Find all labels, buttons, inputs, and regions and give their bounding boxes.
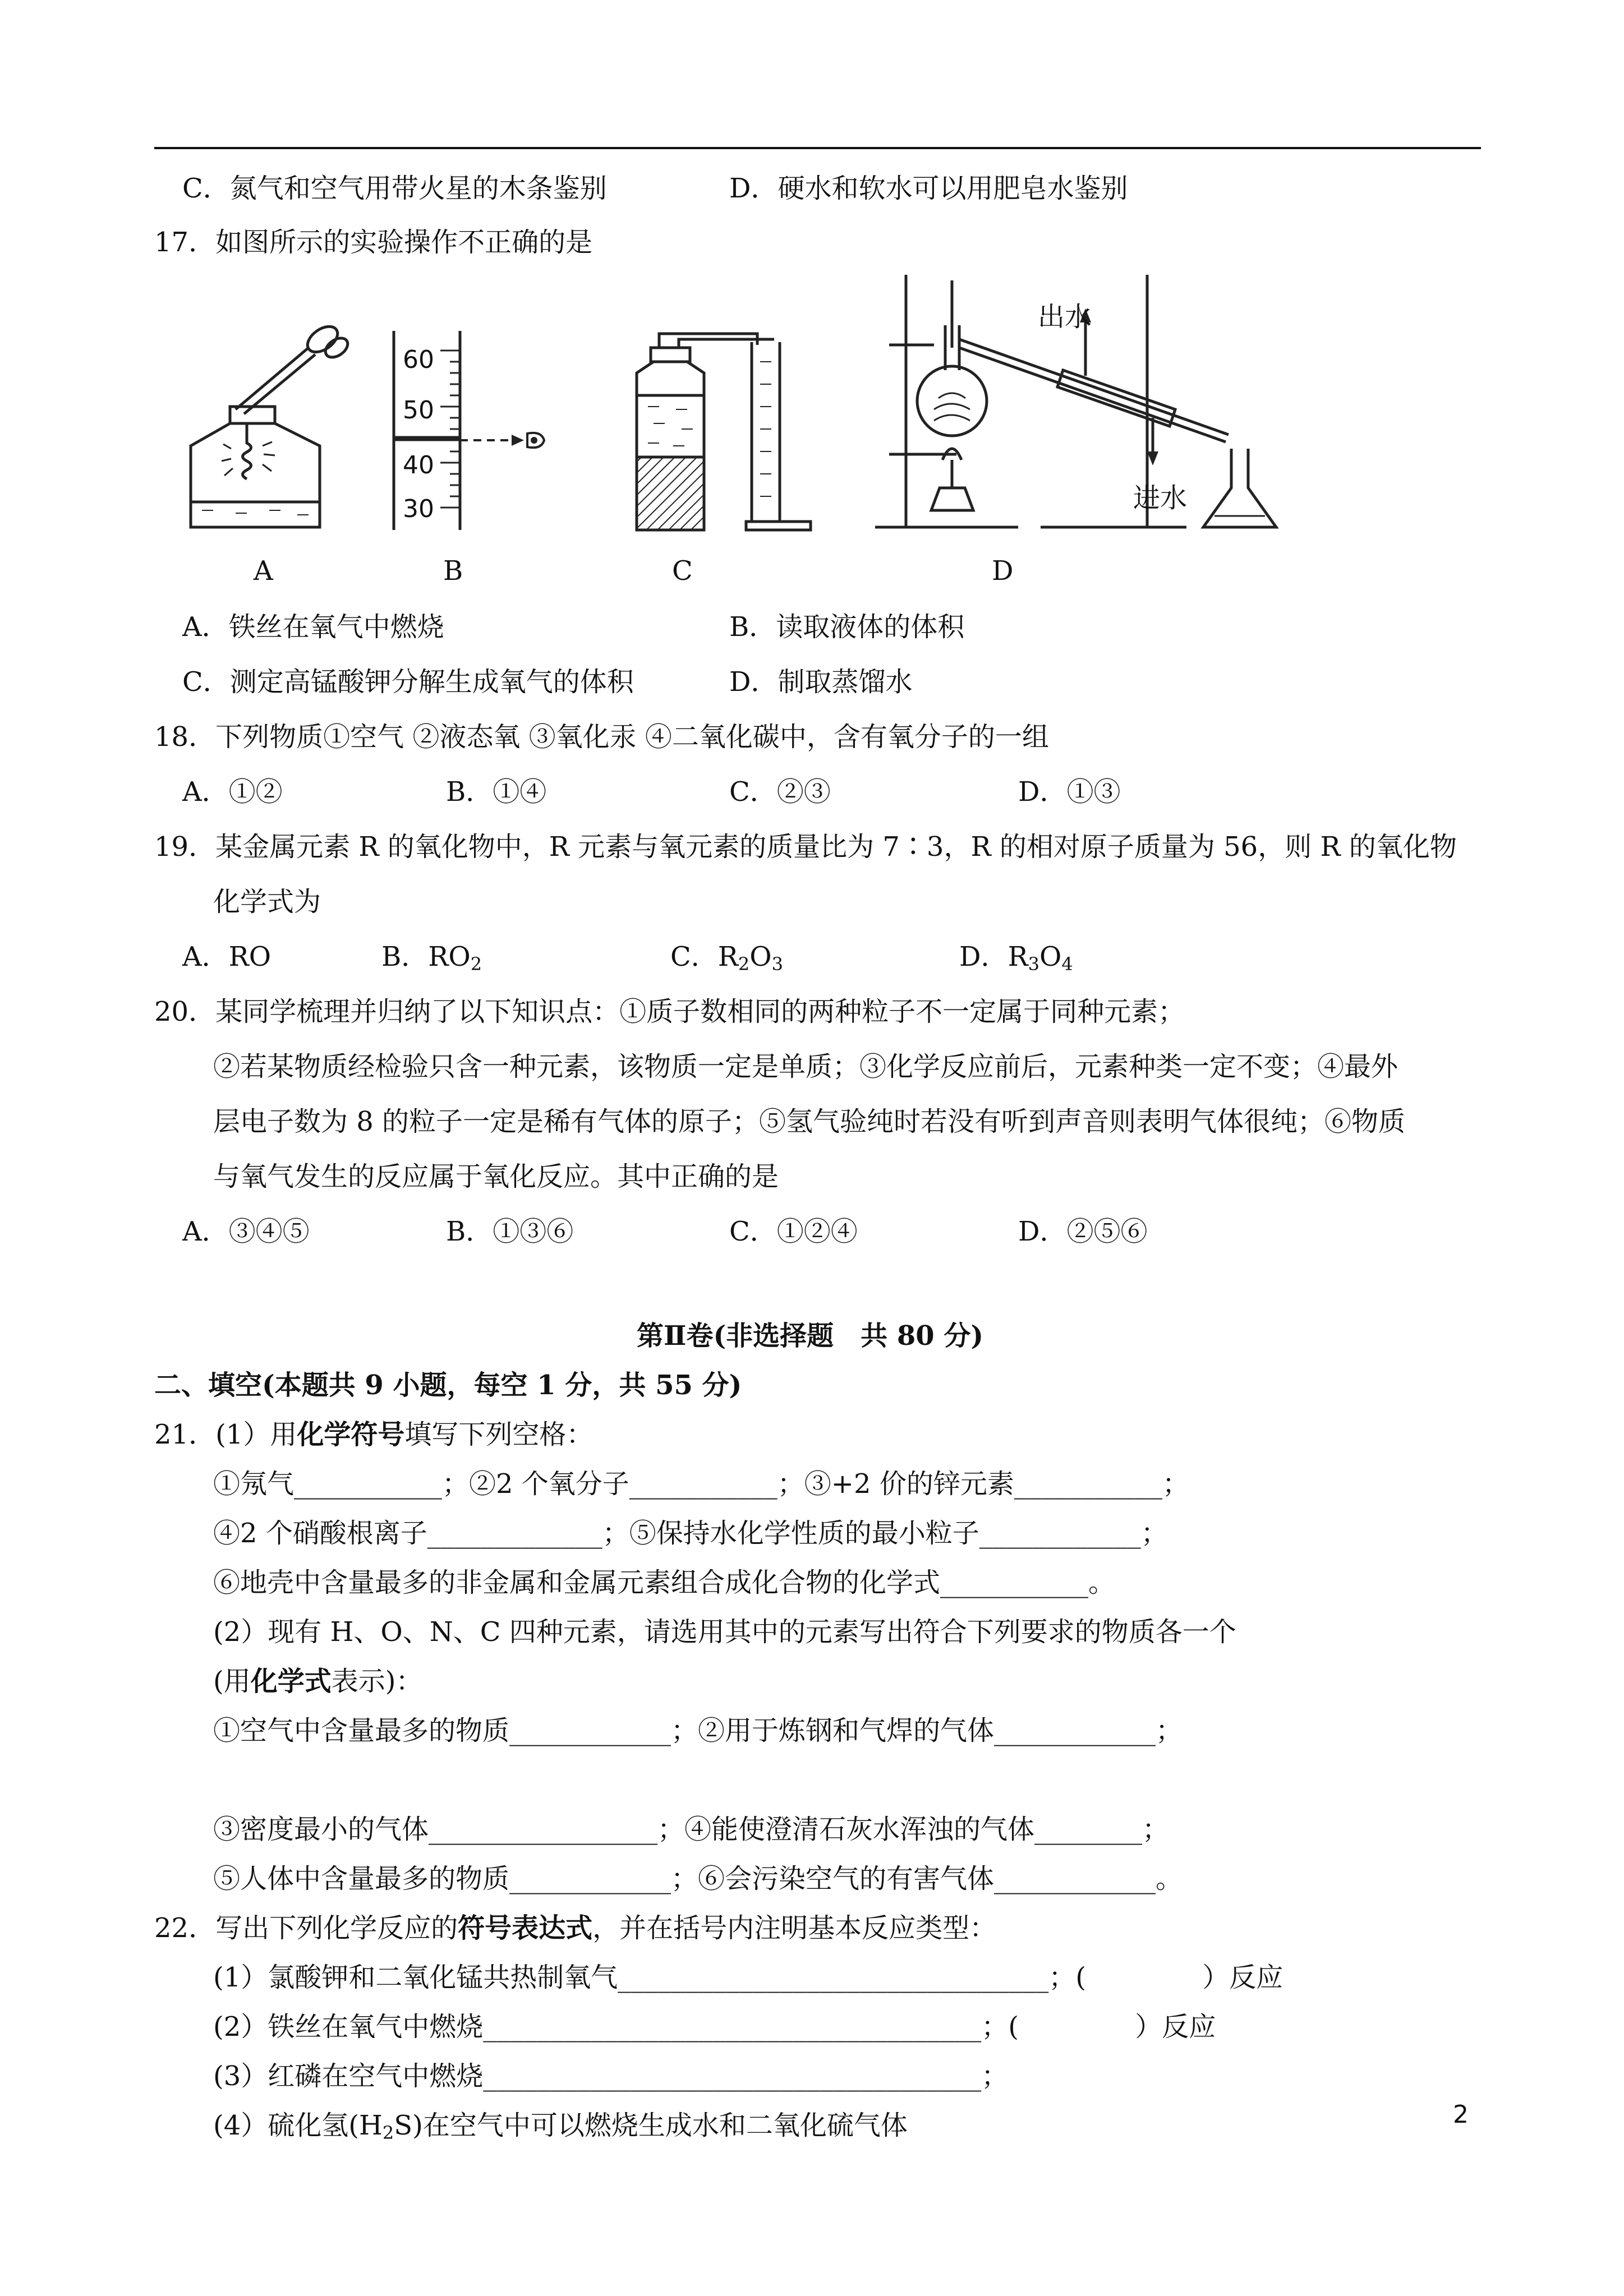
- q21-line-1: 21．(1）用化学符号填写下列空格：: [154, 1419, 594, 1450]
- q16-option-d: D．硬水和软水可以用肥皂水鉴别: [729, 173, 1128, 204]
- q21-line-6: (用化学式表示)：: [213, 1666, 423, 1697]
- page-number: 2: [1453, 2100, 1469, 2129]
- figure-a-iron-wire: [168, 314, 359, 538]
- q22-line-4: (4）硫化氢$(H_2S)$在空气中可以燃烧生成水和二氧化硫气体: [213, 2110, 908, 2143]
- q16-option-c: C．氮气和空气用带火星的木条鉴别: [182, 173, 607, 204]
- q17-option-a: A．铁丝在氧气中燃烧: [182, 611, 444, 643]
- q22-stem: 22．写出下列化学反应的符号表达式，并在括号内注明基本反应类型：: [154, 1912, 997, 1944]
- q17-stem: 17．如图所示的实验操作不正确的是: [154, 227, 593, 258]
- cylinder-tick-50: 50: [403, 396, 434, 425]
- q21-line-2: ①氖气___________；②2 个氧分子___________；③+2 价的锌元素___________；: [213, 1468, 1189, 1500]
- q20-line-2: ②若某物质经检验只含一种元素，该物质一定是单质；③化学反应前后，元素种类一定不变；④最外: [213, 1051, 1398, 1082]
- q19-option-d: D．$R_3O_4$: [959, 941, 1073, 975]
- q21-line-8: ③密度最小的气体_________________；④能使澄清石灰水浑浊的气体________；: [213, 1814, 1170, 1845]
- figure-label-a: A: [254, 555, 273, 587]
- cylinder-tick-40: 40: [403, 451, 434, 480]
- q19-stem-continued: 化学式为: [213, 886, 321, 918]
- q20-option-a: A．③④⑤: [182, 1216, 310, 1247]
- q22-line-1: (1）氯酸钾和二氧化锰共热制氧气________________________________；( ）反应: [213, 1962, 1283, 1993]
- header-rule: [154, 147, 1481, 149]
- q18-option-b: B．①④: [446, 776, 547, 808]
- q18-stem: 18．下列物质①空气 ②液态氧 ③氧化汞 ④二氧化碳中，含有氧分子的一组: [154, 721, 1049, 753]
- q22-line-2: (2）铁丝在氧气中燃烧_____________________________________；( ）反应: [213, 2011, 1216, 2043]
- cylinder-tick-60: 60: [403, 345, 434, 374]
- q17-option-c: C．测定高锰酸钾分解生成氧气的体积: [182, 666, 634, 698]
- q19-option-b: B．$RO_2$: [381, 941, 482, 975]
- q19-option-c: C．$R_2O_3$: [670, 941, 783, 975]
- q20-option-c: C．①②④: [729, 1216, 858, 1247]
- q20-line-3: 层电子数为 8 的粒子一定是稀有气体的原子；⑤氢气验纯时若没有听到声音则表明气体很纯；⑥物质: [213, 1106, 1406, 1137]
- q18-option-a: A．①②: [182, 776, 283, 808]
- q18-option-d: D．①③: [1018, 776, 1121, 808]
- q17-option-d: D．制取蒸馏水: [729, 666, 913, 698]
- q21-line-9: ⑤人体中含量最多的物质____________；⑥会污染空气的有害气体____________。: [213, 1863, 1183, 1894]
- figure-label-d: D: [992, 555, 1014, 587]
- q20-line-1: 20．某同学梳理并归纳了以下知识点：①质子数相同的两种粒子不一定属于同种元素；: [154, 996, 1185, 1027]
- q17-option-b: B．读取液体的体积: [729, 611, 965, 643]
- q20-option-b: B．①③⑥: [446, 1216, 574, 1247]
- q19-stem: 19．某金属元素 R 的氧化物中，R 元素与氧元素的质量比为 7∶3，R 的相对原子质量为 56，则 R 的氧化物: [154, 831, 1457, 863]
- q21-line-4: ⑥地壳中含量最多的非金属和金属元素组合成化合物的化学式___________。: [213, 1567, 1116, 1598]
- q19-option-a: A．RO: [182, 941, 272, 972]
- q18-option-c: C．②③: [729, 776, 831, 808]
- q22-line-3: (3）红磷在空气中燃烧_____________________________________；: [213, 2060, 1009, 2092]
- part-two-heading: 二、填空(本题共 9 小题，每空 1 分，共 55 分): [154, 1370, 742, 1401]
- condenser-water-out-label: 出水: [1038, 301, 1092, 333]
- cylinder-tick-30: 30: [403, 495, 434, 523]
- q21-line-3: ④2 个硝酸根离子_____________；⑤保持水化学性质的最小粒子____________；: [213, 1518, 1168, 1549]
- figure-label-c: C: [672, 555, 693, 587]
- q21-line-5: (2）现有 H、O、N、C 四种元素，请选用其中的元素写出符合下列要求的物质各一个: [213, 1616, 1236, 1648]
- figure-label-b: B: [443, 555, 463, 587]
- condenser-water-in-label: 进水: [1133, 482, 1188, 514]
- section-title: 第Ⅱ卷(非选择题 共 80 分): [637, 1320, 984, 1352]
- q20-option-d: D．②⑤⑥: [1018, 1216, 1148, 1247]
- q21-line-7: ①空气中含量最多的物质____________；②用于炼钢和气焊的气体____________；: [213, 1715, 1183, 1746]
- figure-c-gas-volume: [614, 328, 816, 533]
- q20-line-4: 与氧气发生的反应属于氧化反应。其中正确的是: [213, 1161, 779, 1192]
